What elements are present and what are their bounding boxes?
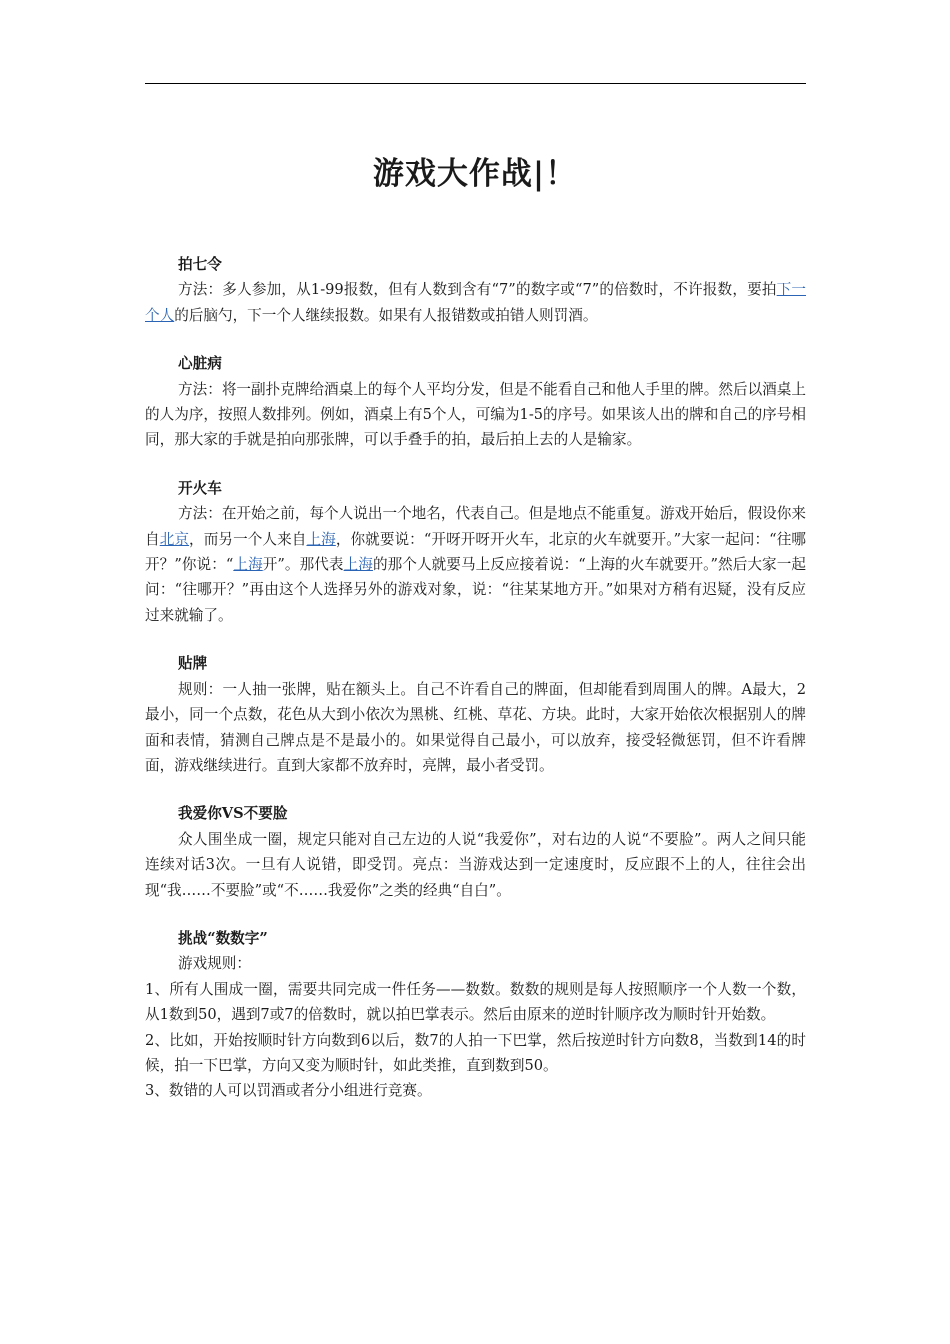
link-shanghai[interactable]: 上海	[306, 530, 336, 548]
section-kaihuoche	[145, 476, 806, 628]
section-heading: 贴牌	[178, 655, 208, 673]
section-heading: 我爱你VS不要脸	[178, 805, 288, 823]
section-text: 规则：一人抽一张牌，贴在额头上。自己不许看自己的牌面，但却能看到周围人的牌。A最大，2最小，同一个点数，花色从大到小依次为黑桃、红桃、草花、方块。此时，大家开始依次根据别人的牌面和表情，猜测自己牌点是不是最小的。如果觉得自己最小，可以放弃，接受轻微惩罚，但不许看牌面，游戏继续进行。直到大家都不放弃时，亮牌，最小者受罚。	[145, 680, 806, 774]
header-rule	[145, 83, 806, 84]
section-xinzangbing	[145, 351, 806, 453]
section-woaini-vs-buyaolian	[145, 801, 806, 903]
section-text: 方法：将一副扑克牌给酒桌上的每个人平均分发，但是不能看自己和他人手里的牌。然后以酒桌上的人为序，按照人数排列。例如，酒桌上有5个人，可编为1-5的序号。如果该人出的牌和自己的序号相同，那大家的手就是拍向那张牌，可以手叠手的拍，最后拍上去的人是输家。	[145, 380, 806, 449]
section-heading: 心脏病	[178, 355, 222, 373]
rule-item: 1、所有人围成一圈，需要共同完成一件任务——数数。数数的规则是每人按照顺序一个人数一个数，从1数到50，遇到7或7的倍数时，就以拍巴掌表示。然后由原来的逆时针顺序改为顺时针开始数。	[145, 980, 806, 1024]
document-body	[145, 252, 806, 1127]
section-heading: 开火车	[178, 479, 222, 497]
rule-item: 2、比如，开始按顺时针方向数到6以后，数7的人拍一下巴掌，然后按逆时针方向数8，当数到14的时候，拍一下巴掌，方向又变为顺时针，如此类推，直到数到50。	[145, 1031, 806, 1074]
link-shanghai[interactable]: 上海	[343, 556, 373, 574]
section-tiepai	[145, 651, 806, 778]
rules-label: 游戏规则：	[178, 955, 251, 973]
link-next-person[interactable]: 下一个人	[145, 281, 806, 324]
page-title: 游戏大作战|！	[372, 156, 578, 192]
rule-item: 3、数错的人可以罚酒或者分小组进行竞赛。	[145, 1082, 432, 1100]
section-heading: 拍七令	[178, 256, 222, 273]
link-beijing[interactable]: 北京	[159, 530, 190, 548]
section-text: 方法：多人参加，从1-99报数，但有人数到含有“7”的数字或“7”的倍数时，不许报数，要拍下一个人的后脑勺，下一个人继续报数。如果有人报错数或拍错人则罚酒。	[145, 281, 806, 324]
section-paiqiling	[145, 252, 806, 328]
section-text: 众人围坐成一圈，规定只能对自己左边的人说“我爱你”，对右边的人说“不要脸”。两人之间只能连续对话3次。一旦有人说错，即受罚。亮点：当游戏达到一定速度时，反应跟不上的人，往往会出现“我……不要脸”或“不……我爱你”之类的经典“自白”。	[145, 830, 806, 899]
section-shushuzi	[145, 926, 806, 1104]
section-heading: 挑战“数数字”	[178, 929, 268, 947]
section-text: 方法：在开始之前，每个人说出一个地名，代表自己。但是地点不能重复。游戏开始后，假设你来自北京，而另一个人来自上海，你就要说：“开呀开呀开火车，北京的火车就要开。”大家一起问：“往哪开？”你说：“上海开”。那代表上海的那个人就要马上反应接着说：“上海的火车就要开。”然后大家一起问：“往哪开？”再由这个人选择另外的游戏对象，说：“往某某地方开。”如果对方稍有迟疑，没有反应过来就输了。	[145, 505, 806, 624]
link-shanghai[interactable]: 上海	[233, 556, 263, 574]
